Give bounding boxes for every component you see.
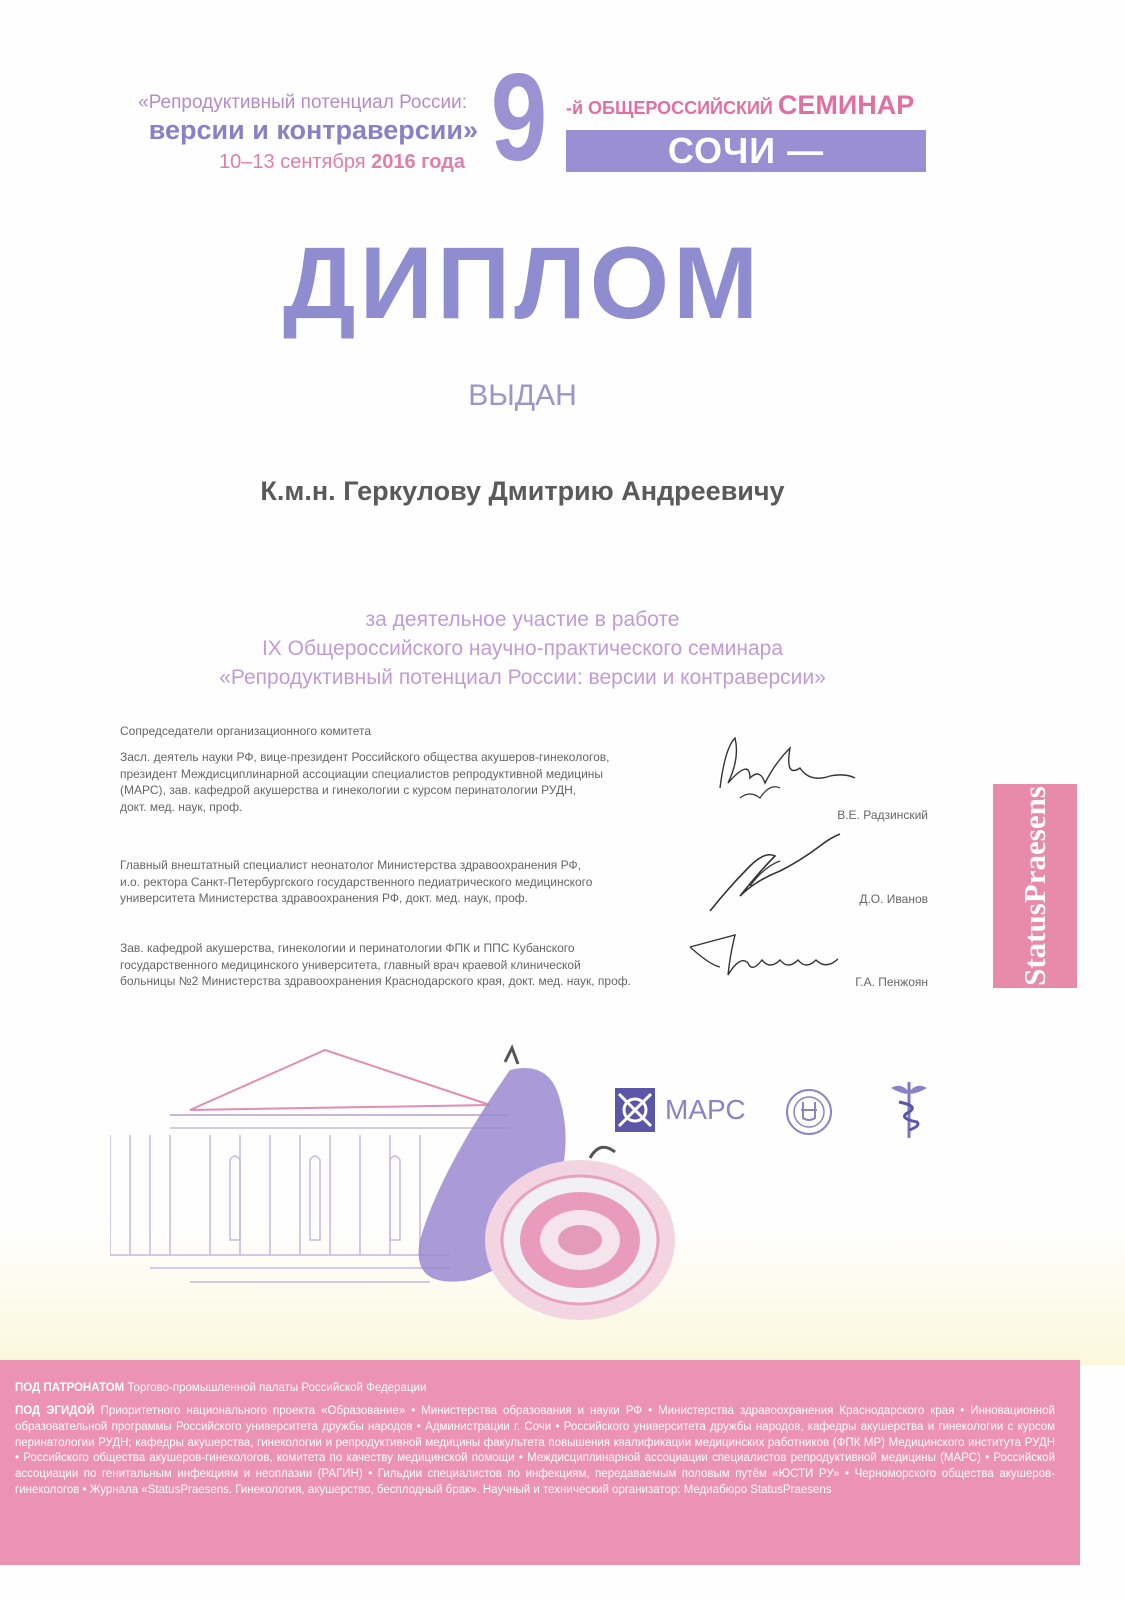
award-reason xyxy=(0,605,1045,692)
patronage-label: ПОД ПАТРОНАТОМ xyxy=(15,1382,125,1394)
seminar-number: 9 xyxy=(490,49,548,187)
member-line: и.о. ректора Санкт-Петербургского государственного педиатрического медицинского xyxy=(120,874,593,889)
seminar-name-line2: версии и контраверсии» xyxy=(148,115,478,145)
city-month-banner: СОЧИ — СЕНТЯБРЬ xyxy=(566,130,926,172)
seminar-name-line1: «Репродуктивный потенциал России: xyxy=(138,92,467,113)
aegis-label: ПОД ЭГИДОЙ xyxy=(15,1405,95,1417)
dates-prefix: 10–13 сентября xyxy=(219,151,372,173)
member-line: государственного медицинского университета, главный врач краевой клинической xyxy=(120,957,581,972)
reason-line: IX Общероссийского научно-практического семинара xyxy=(261,637,784,660)
member-line: докт. мед. наук, проф. xyxy=(120,799,243,814)
member-line: Главный внештатный специалист неонатолог Министерства здравоохранения РФ, xyxy=(120,858,581,872)
committee-member-2 xyxy=(120,857,680,907)
signatory-name-3: Г.А. Пенжоян xyxy=(855,975,928,989)
member-line: больницы №2 Министерства здравоохранения Краснодарского края, докт. мед. наук, проф. xyxy=(120,974,631,988)
recipient-name: К.м.н. Геркулову Дмитрию Андреевичу xyxy=(260,476,785,506)
signatory-name-2: Д.О. Иванов xyxy=(859,892,928,906)
member-line: (МАРС), зав. кафедрой акушерства и гинекологии с курсом перинатологии РУДН, xyxy=(120,783,577,797)
seminar-prefix: -й ОБЩЕРОССИЙСКИЙ xyxy=(566,98,778,118)
member-line: Зав. кафедрой акушерства, гинекологии и перинатологии ФПК и ППС Кубанского xyxy=(120,941,575,955)
caduceus-icon xyxy=(887,1078,931,1142)
reason-line: за деятельное участие в работе xyxy=(365,608,680,631)
aegis-text: Приоритетного национального проекта «Образование» • Министерства образования и науки РФ • Министерства здравоохранения Краснодарского края • Инновационной образовательной программы Российского университета дружбы народов • Администрации г. Сочи • Российского университета дружбы народов, кафедры акушерства и гинекологии с курсом перинатологии РУДН; кафедры акушерства, гинекологии и репродуктивной медицины факультета повышения квалификации медицинских работников (ФПК МР) Медицинского института РУДН • Российского общества акушеров-гинекологов, комитета по качеству медицинской помощи • Междисциплинарной ассоциации специалистов репродуктивной медицины (МАРС) • Российской ассоциации по генитальным инфекциям и неоплазии (РАГИН) • Гильдии специалистов по инфекциям, передаваемым половым путём «ЮСТИ РУ» • Черноморского общества акушеров-гинекологов • Журнала «StatusPraesens. Гинекология, акушерство, бесплодный брак». Научный и технический организатор: Медиабюро StatusPraesens xyxy=(15,1405,1055,1496)
signature-3 xyxy=(680,915,920,1005)
seminar-word: СЕМИНАР xyxy=(777,90,915,120)
committee-member-1 xyxy=(120,749,680,815)
illustration xyxy=(110,1040,690,1340)
patronage-text: Торгово-промышленной палаты Российской Федерации xyxy=(124,1382,427,1394)
dates-year: 2016 года xyxy=(371,151,465,173)
seminar-type xyxy=(566,90,936,123)
university-emblem-icon xyxy=(783,1086,835,1138)
footer-patronage xyxy=(15,1382,1055,1394)
member-line: Засл. деятель науки РФ, вице-президент Российского общества акушеров-гинекологов, xyxy=(120,750,610,764)
brand-text: StatusPraesens xyxy=(1017,786,1052,986)
reason-line: «Репродуктивный потенциал России: версии и контраверсии» xyxy=(219,666,826,689)
statuspraesens-brand xyxy=(993,784,1077,988)
member-line: президент Междисциплинарной ассоциации специалистов репродуктивной медицины xyxy=(120,766,604,781)
footer-aegis xyxy=(15,1404,1055,1499)
seminar-dates xyxy=(150,150,465,174)
mars-label: МАРС xyxy=(665,1094,746,1125)
signature-2 xyxy=(680,826,920,916)
document-title: ДИПЛОМ xyxy=(282,226,763,340)
committee-member-3 xyxy=(120,940,680,990)
committee-heading: Сопредседатели организационного комитета xyxy=(120,724,372,738)
issued-label: ВЫДАН xyxy=(468,379,577,412)
footer-banner xyxy=(0,1360,1080,1565)
signature-1 xyxy=(680,728,920,818)
signatory-name-1: В.Е. Радзинский xyxy=(837,808,928,822)
member-line: университета Министерства здравоохранения РФ, докт. мед. наук, проф. xyxy=(120,891,528,905)
